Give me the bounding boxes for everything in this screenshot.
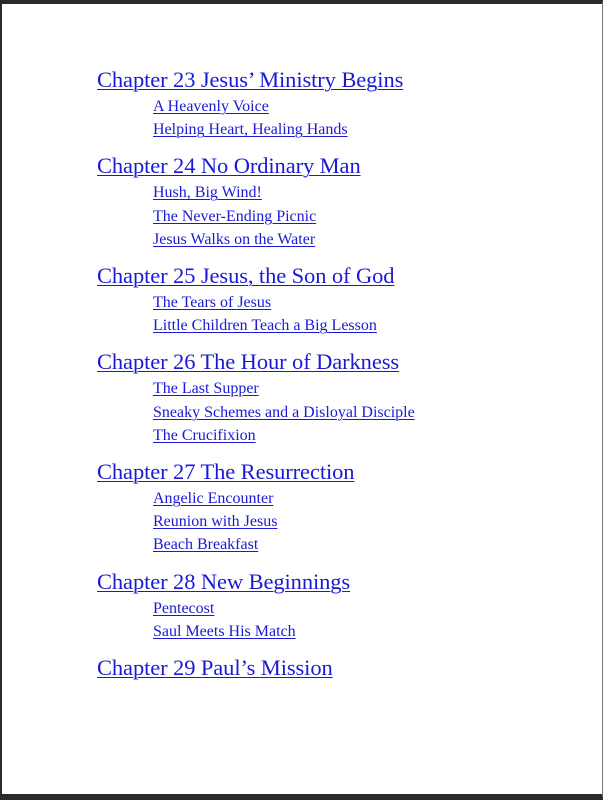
chapter-23: [97, 66, 587, 141]
chapter-29: [97, 654, 587, 681]
table-of-contents: [97, 66, 587, 692]
chapter-25-link[interactable]: Chapter 25 Jesus, the Son of God: [97, 263, 395, 289]
chapter-28-sections: [153, 597, 587, 643]
chapter-25: [97, 262, 587, 337]
chapter-24: [97, 152, 587, 251]
chapter-27-sections: [153, 487, 587, 557]
chapter-26-sections: [153, 377, 587, 447]
chapter-29-link[interactable]: Chapter 29 Paul’s Mission: [97, 655, 333, 681]
chapter-23-sections: [153, 95, 587, 141]
chapter-27-link[interactable]: Chapter 27 The Resurrection: [97, 459, 355, 485]
chapter-27: [97, 458, 587, 557]
chapter-28-link[interactable]: Chapter 28 New Beginnings: [97, 568, 351, 594]
section-link[interactable]: Little Children Teach a Big Lesson: [153, 317, 377, 335]
chapter-24-sections: [153, 181, 587, 251]
section-link[interactable]: Sneaky Schemes and a Disloyal Disciple: [153, 403, 415, 421]
section-link[interactable]: Reunion with Jesus: [153, 513, 278, 531]
section-link[interactable]: Saul Meets His Match: [153, 622, 296, 640]
section-link[interactable]: Beach Breakfast: [153, 536, 259, 554]
section-link[interactable]: Hush, Big Wind!: [153, 184, 262, 202]
section-link[interactable]: The Crucifixion: [153, 426, 256, 444]
section-link[interactable]: Helping Heart, Healing Hands: [153, 121, 348, 139]
chapter-26-link[interactable]: Chapter 26 The Hour of Darkness: [97, 349, 400, 375]
chapter-26: [97, 348, 587, 447]
chapter-23-link[interactable]: Chapter 23 Jesus’ Ministry Begins: [97, 67, 404, 92]
chapter-24-link[interactable]: Chapter 24 No Ordinary Man: [97, 153, 361, 179]
section-link[interactable]: Angelic Encounter: [153, 490, 274, 508]
section-link[interactable]: Pentecost: [153, 599, 215, 617]
section-link[interactable]: The Last Supper: [153, 380, 259, 398]
section-link[interactable]: The Tears of Jesus: [153, 294, 272, 312]
section-link[interactable]: A Heavenly Voice: [153, 98, 269, 115]
chapter-25-sections: [153, 291, 587, 337]
chapter-28: [97, 568, 587, 643]
section-link[interactable]: The Never-Ending Picnic: [153, 207, 317, 225]
section-link[interactable]: Jesus Walks on the Water: [153, 230, 316, 248]
